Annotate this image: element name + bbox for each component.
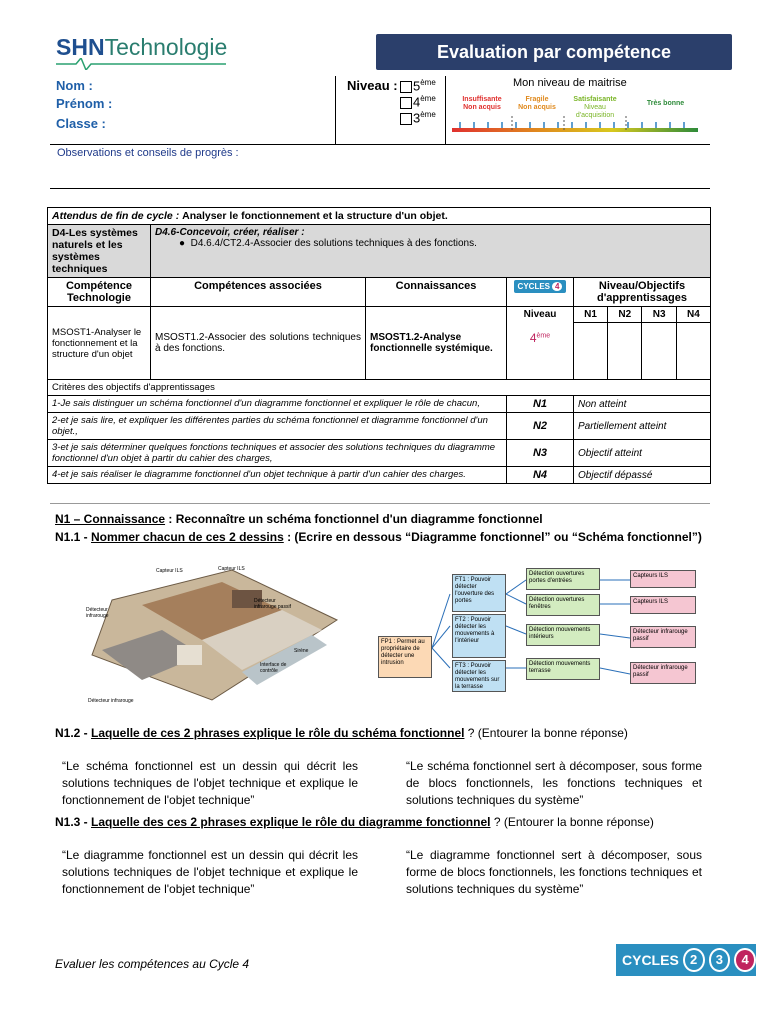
level-box[interactable] (574, 323, 608, 380)
footer-text: Evaluer les compétences au Cycle 4 (55, 957, 250, 971)
level-col: N3 (642, 307, 676, 323)
logo-wave-icon (56, 58, 226, 70)
criterion-text: 2-et je sais lire, et expliquer les différentes parties du schéma fonctionnel et diagramme fonctionnel d'un objet., (48, 413, 507, 440)
mastery-scale (452, 116, 698, 136)
component-box: Capteurs ILS (630, 570, 696, 588)
cycles-badge: CYCLES 4 (514, 280, 567, 293)
criterion-text: 1-Je sais distinguer un schéma fonctionnel d'un diagramme fonctionnel et expliquer le rôle de chacun, (48, 396, 507, 413)
level-3-option[interactable]: 3ème (400, 110, 436, 125)
criterion-result: Partiellement atteint (574, 413, 711, 440)
divider (50, 144, 710, 145)
answer-line (50, 188, 710, 189)
level-box[interactable] (676, 323, 710, 380)
cycles-cell (507, 278, 574, 307)
cycle-number: 3 (709, 948, 731, 972)
mastery-level: Insuffisante Non acquis (462, 96, 502, 111)
associee-value: MSOST1.2-Associer des solutions techniques à des fonctions. (151, 307, 366, 380)
mastery-level: Très bonne (646, 100, 685, 107)
competence-value: MSOST1-Analyser le fonctionnement et la structure d'un objet (48, 307, 151, 380)
house-label: Interface de contrôle (260, 662, 287, 674)
niveau-cell: Niveau 4ème (507, 307, 574, 380)
divider (50, 503, 710, 504)
criterion-level: N2 (507, 413, 574, 440)
solution-box: Détection ouvertures portes d'entrées (526, 568, 600, 590)
cycles-logo: CYCLES 2 3 4 (616, 944, 756, 976)
house-label: Détecteur infrarouge passif (254, 598, 291, 610)
header-associees: Compétences associées (151, 278, 366, 307)
header-niveau-objectifs: Niveau/Objectifs d'apprentissages (574, 278, 711, 307)
house-label: Détecteur infrarouge (86, 607, 109, 619)
level-4-option[interactable]: 4ème (400, 94, 436, 109)
criterion-result: Objectif atteint (574, 440, 711, 467)
logo-prefix: SHN (56, 34, 105, 60)
niveau-label: Niveau : (347, 78, 398, 93)
header-competence: Compétence Technologie (48, 278, 151, 307)
divider (335, 76, 336, 144)
checkbox[interactable] (400, 97, 412, 109)
competence-table (47, 207, 711, 484)
connaissance-value: MSOST1.2-Analyse fonctionnelle systémique. (366, 307, 507, 380)
answer-option[interactable]: “Le schéma fonctionnel sert à décomposer, sous forme de blocs fonctionnels, les fonctions techniques et solutions techniques du système” (406, 759, 702, 807)
classe-label: Classe : (56, 116, 106, 131)
house-plan-image (82, 560, 342, 706)
house-label: Sirène (294, 648, 309, 654)
checkbox[interactable] (400, 113, 412, 125)
criterion-level: N1 (507, 396, 574, 413)
component-box: Capteurs ILS (630, 596, 696, 614)
page-banner: Evaluation par compétence (376, 34, 732, 70)
n1-title: N1 – Connaissance : Reconnaître un schéma fonctionnel d'un diagramme fonctionnel (55, 512, 543, 526)
levels-grid (574, 307, 711, 380)
fp-box: FP1 : Permet au propriétaire de détecter une intrusion (378, 636, 432, 678)
n1-3-question: N1.3 - Laquelle des ces 2 phrases explique le rôle du diagramme fonctionnel ? (Entourer la bonne réponse) (55, 815, 654, 829)
attendus-row: Attendus de fin de cycle : Analyser le fonctionnement et la structure d'un objet. (48, 208, 711, 225)
n1-1-question: N1.1 - Nommer chacun de ces 2 dessins : (Ecrire en dessous “Diagramme fonctionnel” ou “Schéma fonctionnel”) (55, 530, 702, 544)
level-col: N2 (608, 307, 642, 323)
nom-label: Nom : (56, 78, 93, 93)
solution-box: Détection mouvements intérieurs (526, 624, 600, 646)
criterion-text: 3-et je sais déterminer quelques fonctions techniques et associer des solutions techniques du diagramme fonctionnel d'un objet à partir du cahier des charges, (48, 440, 507, 467)
ft-box: FT1 : Pouvoir détecter l'ouverture des portes (452, 574, 506, 612)
answer-option[interactable]: “Le diagramme fonctionnel sert à décomposer, sous forme de blocs fonctionnels, les fonctions techniques et solutions techniques du système” (406, 848, 702, 896)
ft-box: FT2 : Pouvoir détecter les mouvements à l'intérieur (452, 614, 506, 658)
component-box: Détecteur infrarouge passif (630, 662, 696, 684)
level-col: N4 (676, 307, 710, 323)
answer-option[interactable]: “Le schéma fonctionnel est un dessin qui décrit les solutions techniques de l'objet technique et explique le fonctionnement de l'objet technique” (62, 759, 358, 807)
cycle-number: 2 (683, 948, 705, 972)
criterion-text: 4-et je sais réaliser le diagramme fonctionnel d'un objet technique à partir d'un cahier des charges. (48, 467, 507, 484)
observations-label: Observations et conseils de progrès : (57, 147, 239, 159)
mastery-title: Mon niveau de maitrise (513, 77, 627, 89)
checkbox[interactable] (400, 81, 412, 93)
header-connaissances: Connaissances (366, 278, 507, 307)
divider (445, 76, 446, 144)
level-5-option[interactable]: 5ème (400, 78, 436, 93)
criterion-result: Objectif dépassé (574, 467, 711, 484)
functional-diagram (376, 568, 702, 692)
solution-box: Détection ouvertures fenêtres (526, 594, 600, 616)
mastery-level: Fragile Non acquis (518, 96, 556, 111)
solution-box: Détection mouvements terrasse (526, 658, 600, 680)
prenom-label: Prénom : (56, 96, 113, 111)
mastery-level: Satisfaisante Niveau d'acquisition (573, 96, 617, 119)
level-box[interactable] (608, 323, 642, 380)
component-box: Détecteur infrarouge passif (630, 626, 696, 648)
criterion-level: N4 (507, 467, 574, 484)
level-box[interactable] (642, 323, 676, 380)
house-label: Détecteur infrarouge (88, 698, 134, 704)
domain-cell: D4-Les systèmes naturels et les systèmes techniques (48, 225, 151, 278)
house-plan-drawing (82, 560, 342, 706)
n1-2-question: N1.2 - Laquelle de ces 2 phrases explique le rôle du schéma fonctionnel ? (Entourer la bonne réponse) (55, 726, 628, 740)
criterion-result: Non atteint (574, 396, 711, 413)
cycle-number: 4 (734, 948, 756, 972)
house-label: Capteur ILS (218, 566, 245, 572)
answer-option[interactable]: “Le diagramme fonctionnel est un dessin qui décrit les solutions techniques de l'objet technique et explique le fonctionnement de l'objet technique” (62, 848, 358, 896)
criteres-title: Critères des objectifs d'apprentissages (48, 380, 711, 396)
logo (56, 34, 227, 61)
ft-box: FT3 : Pouvoir détecter les mouvements sur la terrasse (452, 660, 506, 692)
d46-cell: D4.6-Concevoir, créer, réaliser : ● D4.6.4/CT2.4-Associer des solutions techniques à des fonctions. (151, 225, 711, 278)
logo-text: Technologie (104, 34, 228, 60)
criterion-level: N3 (507, 440, 574, 467)
level-col: N1 (574, 307, 608, 323)
house-label: Capteur ILS (156, 568, 183, 574)
